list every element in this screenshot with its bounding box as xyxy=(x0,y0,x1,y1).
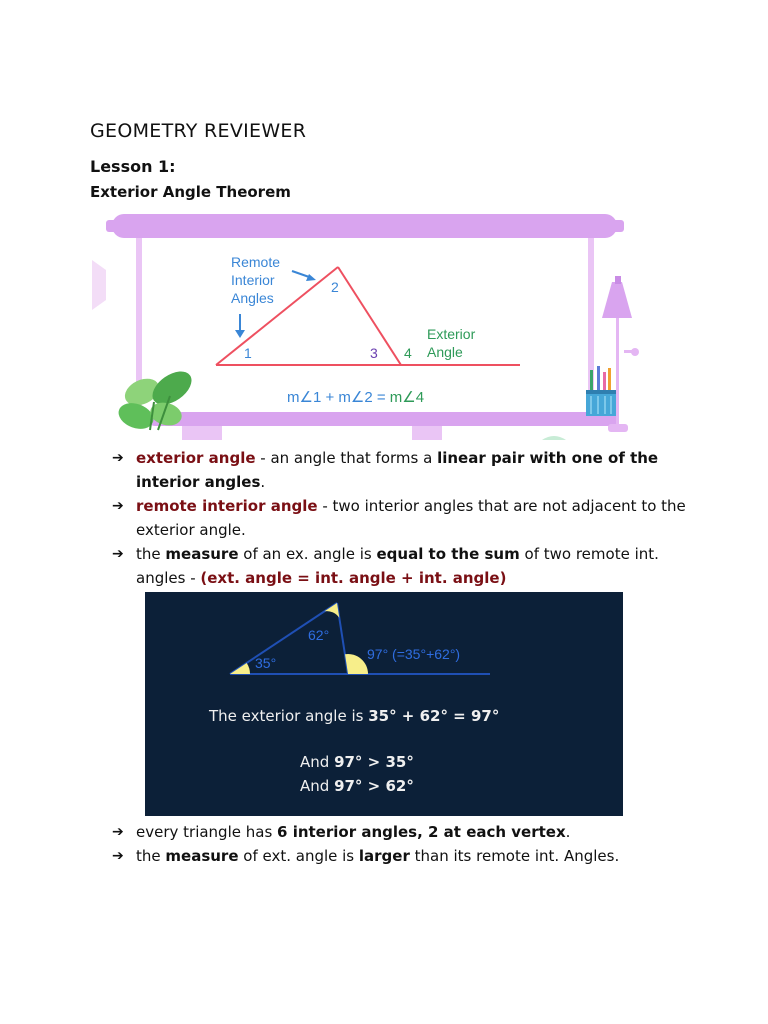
text: the xyxy=(136,847,166,865)
text: . xyxy=(260,473,266,491)
angle-a-label: 35° xyxy=(255,655,277,671)
formula-text: (ext. angle = int. angle + int. angle) xyxy=(200,569,507,587)
left-wall-shape xyxy=(92,260,106,310)
bold-text: measure xyxy=(165,847,239,865)
exterior-label-line2: Angle xyxy=(427,344,463,360)
term-exterior-angle: exterior angle xyxy=(136,449,256,467)
angle-wedge-ext xyxy=(345,654,368,674)
example-panel xyxy=(145,592,623,816)
text: every triangle has xyxy=(136,823,278,841)
list-item xyxy=(112,494,692,542)
exterior-angle-diagram xyxy=(92,210,652,440)
angle-b-label: 62° xyxy=(308,627,330,643)
bold-text: equal to the sum xyxy=(376,545,520,563)
angle-1-label: 1 xyxy=(244,345,252,361)
list-item xyxy=(112,446,692,494)
bold-text: larger xyxy=(358,847,410,865)
pencil-cup-icon xyxy=(586,366,616,416)
fact-list xyxy=(112,820,712,868)
arrow-icon: ➔ xyxy=(112,824,124,840)
text: . xyxy=(565,823,571,841)
term-remote-interior-angle: remote interior angle xyxy=(136,497,318,515)
bold-text: linear pair with one of the interior angles xyxy=(136,449,659,491)
angle-ext-label: 97° (=35°+62°) xyxy=(367,646,461,662)
text: of an ex. angle is xyxy=(238,545,377,563)
arrow-icon: ➔ xyxy=(112,848,124,864)
arrow-icon: ➔ xyxy=(112,498,124,514)
board-top-bar xyxy=(112,214,617,238)
arrow-icon: ➔ xyxy=(112,546,124,562)
list-item xyxy=(112,844,712,868)
text: of two remote int. angles - xyxy=(136,545,659,587)
remote-label-line2: Interior xyxy=(231,272,275,288)
remote-label-line3: Angles xyxy=(231,290,274,306)
page-title: GEOMETRY REVIEWER xyxy=(90,120,307,142)
angle-wedge-a xyxy=(230,663,250,674)
exterior-label-line1: Exterior xyxy=(427,326,476,342)
example-line-1: The exterior angle is 35° + 62° = 97° xyxy=(209,707,500,725)
bold-text: 6 interior angles, 2 at each vertex xyxy=(277,823,566,841)
definition-list xyxy=(112,446,692,590)
equation-left: m∠1 + m∠2 = xyxy=(287,389,390,406)
list-item xyxy=(112,542,692,590)
text: of ext. angle is xyxy=(238,847,359,865)
lesson-heading: Lesson 1: xyxy=(90,157,176,176)
text: the xyxy=(136,545,166,563)
angle-2-label: 2 xyxy=(331,279,339,295)
bold-text: measure xyxy=(165,545,239,563)
angle-equation xyxy=(287,389,424,406)
angle-4-label: 4 xyxy=(404,345,412,361)
remote-label-line1: Remote xyxy=(231,254,281,270)
example-line-3: And 97° > 62° xyxy=(300,777,414,795)
board-bottom-bar xyxy=(148,412,618,426)
text: than its remote int. Angles. xyxy=(409,847,620,865)
equation-right: m∠4 xyxy=(389,389,425,406)
arrow-icon: ➔ xyxy=(112,450,124,466)
angle-3-label: 3 xyxy=(370,345,378,361)
text: - two interior angles that are not adjacent to the exterior angle. xyxy=(136,497,686,539)
topic-heading: Exterior Angle Theorem xyxy=(90,183,291,201)
list-item xyxy=(112,820,712,844)
example-line-2: And 97° > 35° xyxy=(300,753,414,771)
text: - an angle that forms a xyxy=(255,449,438,467)
